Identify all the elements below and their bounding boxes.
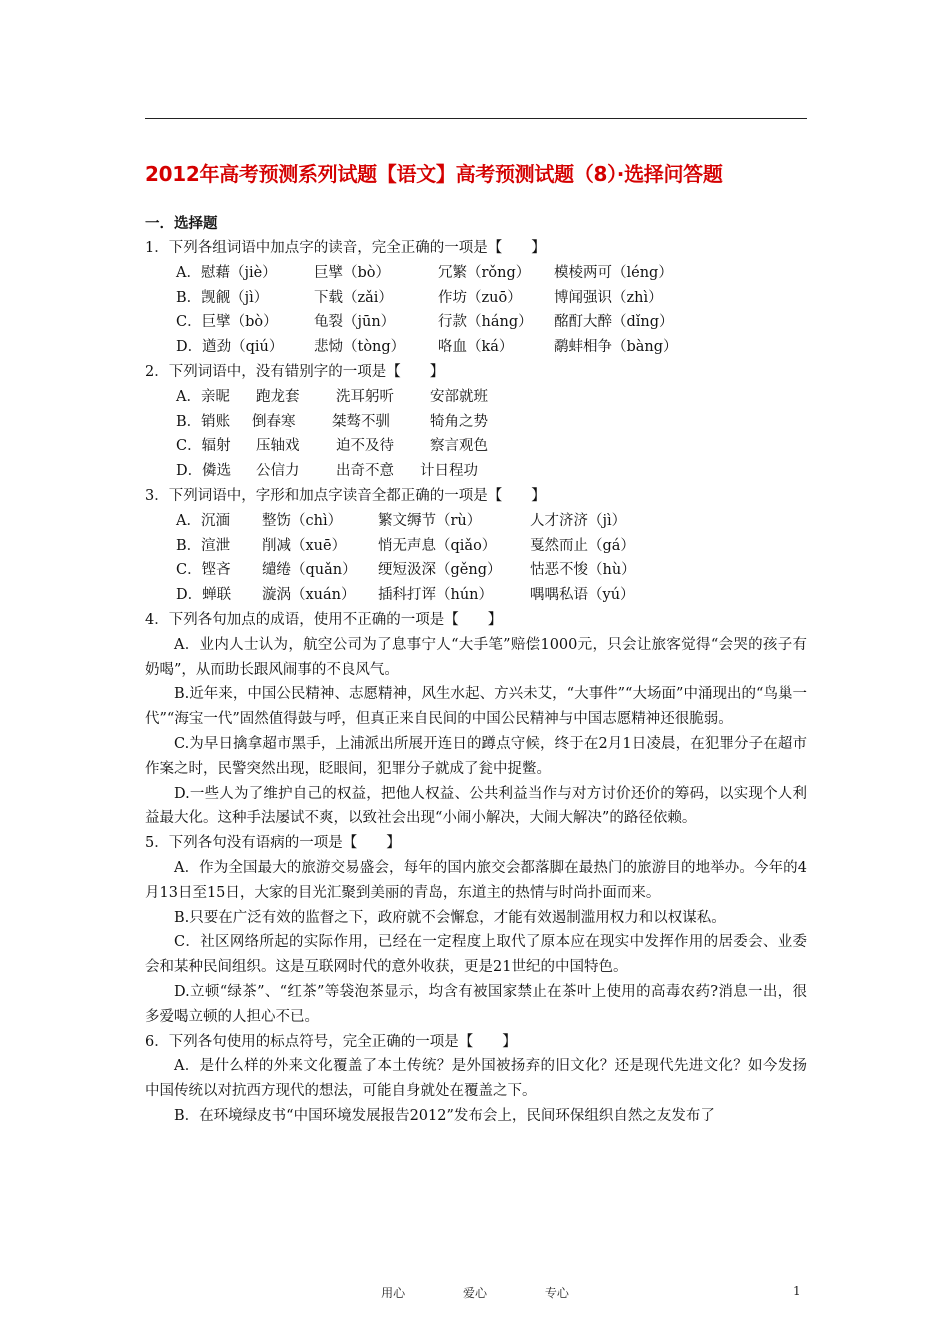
option-cell: 跑龙套 xyxy=(256,388,300,405)
option-cell: 悲恸（tòng） xyxy=(314,339,406,356)
option-cell: 行款（háng） xyxy=(438,314,533,331)
option-cell: A．慰藉（jiè） xyxy=(176,264,277,281)
option-cell: 咯血（ká） xyxy=(438,339,514,356)
question-1 xyxy=(145,236,807,360)
option-cell: 下载（zǎi） xyxy=(314,289,393,306)
paragraph: D.立顿“绿茶”、“红茶”等袋泡茶显示，均含有被国家禁止在茶叶上使用的高毒农药?消息一出，很多爱喝立顿的人担心不已。 xyxy=(145,983,807,1025)
footer-text: 爱心 xyxy=(462,1286,487,1300)
option-cell: 戛然而止（gá） xyxy=(530,537,635,554)
option-row xyxy=(145,534,807,559)
paragraph: A．业内人士认为，航空公司为了息事宁人“大手笔”赔偿1000元，只会让旅客觉得“会哭的孩子有奶喝”，从而助长跟风闹事的不良风气。 xyxy=(145,636,807,678)
option-cell: 冗繁（rǒng） xyxy=(438,264,531,281)
option-cell: 迫不及待 xyxy=(336,438,394,455)
option-cell: 计日程功 xyxy=(420,463,478,480)
option-cell: 削减（xuē） xyxy=(262,537,347,554)
question-6 xyxy=(145,1030,807,1129)
option-cell: 插科打诨（hún） xyxy=(378,587,494,604)
question-stem: 5．下列各句没有语病的一项是【 】 xyxy=(145,835,401,852)
option-row xyxy=(145,261,807,286)
option-cell: 桀骜不驯 xyxy=(332,413,390,430)
option-cell: 喁喁私语（yú） xyxy=(530,587,635,604)
option-cell: 缱绻（quǎn） xyxy=(262,562,357,579)
question-stem: 6．下列各句使用的标点符号，完全正确的一项是【 】 xyxy=(145,1033,517,1050)
option-cell: 怙恶不悛（hù） xyxy=(530,562,636,579)
paragraph: D.一些人为了维护自己的权益，把他人权益、公共利益当作与对方讨价还价的筹码，以实现个人利益最大化。这种手法屡试不爽，以致社会出现“小闹小解决，大闹大解决”的路径依赖。 xyxy=(145,785,807,827)
paragraph: A．作为全国最大的旅游交易盛会，每年的国内旅交会都落脚在最热门的旅游目的地举办。今年的4月13日至15日，大家的目光汇聚到美丽的青岛，东道主的热情与时尚扑面而来。 xyxy=(145,859,807,901)
option-cell: D．僯选 xyxy=(176,463,232,480)
question-4 xyxy=(145,608,807,831)
header-rule xyxy=(145,118,807,119)
question-5 xyxy=(145,831,807,1029)
option-cell: A．沉湎 xyxy=(176,512,230,529)
option-row xyxy=(145,583,807,608)
option-row xyxy=(145,459,807,484)
option-cell: C．辐射 xyxy=(176,438,231,455)
paragraph: B．在环境绿皮书“中国环境发展报告2012”发布会上，民间环保组织自然之友发布了 xyxy=(174,1107,715,1124)
option-cell: D．遒劲（qiú） xyxy=(176,339,284,356)
paragraph: C.为早日擒拿超市黑手，上浦派出所展开连日的蹲点守候，终于在2月1日凌晨，在犯罪分子在超市作案之时，民警突然出现，眨眼间，犯罪分子就成了瓮中捉鳖。 xyxy=(145,735,807,777)
question-3 xyxy=(145,484,807,608)
page-title: 2012年高考预测系列试题【语文】高考预测试题（8）·选择问答题 xyxy=(145,162,723,186)
option-row xyxy=(145,335,807,360)
option-cell: B．觊觎（jì） xyxy=(176,289,269,306)
option-row xyxy=(145,434,807,459)
option-cell: 绠短汲深（gěng） xyxy=(378,562,502,579)
option-cell: 犄角之势 xyxy=(430,413,488,430)
paragraph: B.只要在广泛有效的监督之下，政府就不会懈怠，才能有效遏制滥用权力和以权谋私。 xyxy=(174,909,726,926)
option-cell: 出奇不意 xyxy=(336,463,394,480)
option-cell: 模棱两可（léng） xyxy=(554,264,673,281)
page-footer xyxy=(0,1284,950,1301)
option-cell: 繁文缛节（rù） xyxy=(378,512,482,529)
question-stem: 1．下列各组词语中加点字的读音，完全正确的一项是【 】 xyxy=(145,240,546,256)
footer-text: 专心 xyxy=(544,1286,569,1300)
option-cell: 整饬（chì） xyxy=(262,512,343,529)
question-2 xyxy=(145,360,807,484)
paragraph: A．是什么样的外来文化覆盖了本土传统？是外国被扬弃的旧文化？还是现代先进文化？如今发扬中国传统以对抗西方现代的想法，可能自身就处在覆盖之下。 xyxy=(145,1058,807,1100)
page-number: 1 xyxy=(793,1284,801,1298)
option-cell: 倒春寒 xyxy=(252,413,296,430)
option-cell: A．亲昵 xyxy=(176,388,230,405)
option-cell: B．销账 xyxy=(176,413,231,430)
option-cell: 人才济济（jì） xyxy=(530,512,627,529)
option-cell: 安部就班 xyxy=(430,388,488,405)
option-cell: 巨擘（bò） xyxy=(314,264,391,281)
option-row xyxy=(145,286,807,311)
option-cell: 鹬蚌相争（bàng） xyxy=(554,339,678,356)
option-row xyxy=(145,410,807,435)
question-stem: 2．下列词语中，没有错别字的一项是【 】 xyxy=(145,363,445,380)
paragraph: B.近年来，中国公民精神、志愿精神，风生水起、方兴未艾，“大事件”“大场面”中涌现出的“鸟巢一代”“海宝一代”固然值得鼓与呼，但真正来自民间的中国公民精神与中国志愿精神还很脆弱。 xyxy=(145,686,807,728)
option-cell: C．铿吝 xyxy=(176,562,231,579)
option-cell: 龟裂（jūn） xyxy=(314,314,396,331)
document-body xyxy=(145,212,807,1129)
option-row xyxy=(145,310,807,335)
option-cell: D．蝉联 xyxy=(176,587,232,604)
option-cell: 察言观色 xyxy=(430,438,488,455)
question-stem: 3．下列词语中，字形和加点字读音全都正确的一项是【 】 xyxy=(145,487,546,504)
section-heading: 一．选择题 xyxy=(145,215,218,232)
option-cell: 漩涡（xuán） xyxy=(262,587,356,604)
option-cell: 公信力 xyxy=(256,463,300,480)
option-cell: B．渲泄 xyxy=(176,537,231,554)
option-cell: 作坊（zuō） xyxy=(438,289,522,306)
option-cell: 博闻强识（zhì） xyxy=(554,289,663,306)
option-cell: 洗耳躬听 xyxy=(336,388,394,405)
option-row xyxy=(145,509,807,534)
option-cell: 酩酊大醉（dǐng） xyxy=(554,314,674,331)
option-row xyxy=(145,558,807,583)
option-row xyxy=(145,385,807,410)
option-cell: 悄无声息（qiǎo） xyxy=(378,537,497,554)
footer-text: 用心 xyxy=(381,1286,406,1300)
paragraph: C．社区网络所起的实际作用，已经在一定程度上取代了原本应在现实中发挥作用的居委会、业委会和某种民间组织。这是互联网时代的意外收获，更是21世纪的中国特色。 xyxy=(145,934,807,976)
option-cell: C．巨擘（bò） xyxy=(176,314,278,331)
option-cell: 压轴戏 xyxy=(256,438,300,455)
question-stem: 4．下列各句加点的成语，使用不正确的一项是【 】 xyxy=(145,611,503,628)
